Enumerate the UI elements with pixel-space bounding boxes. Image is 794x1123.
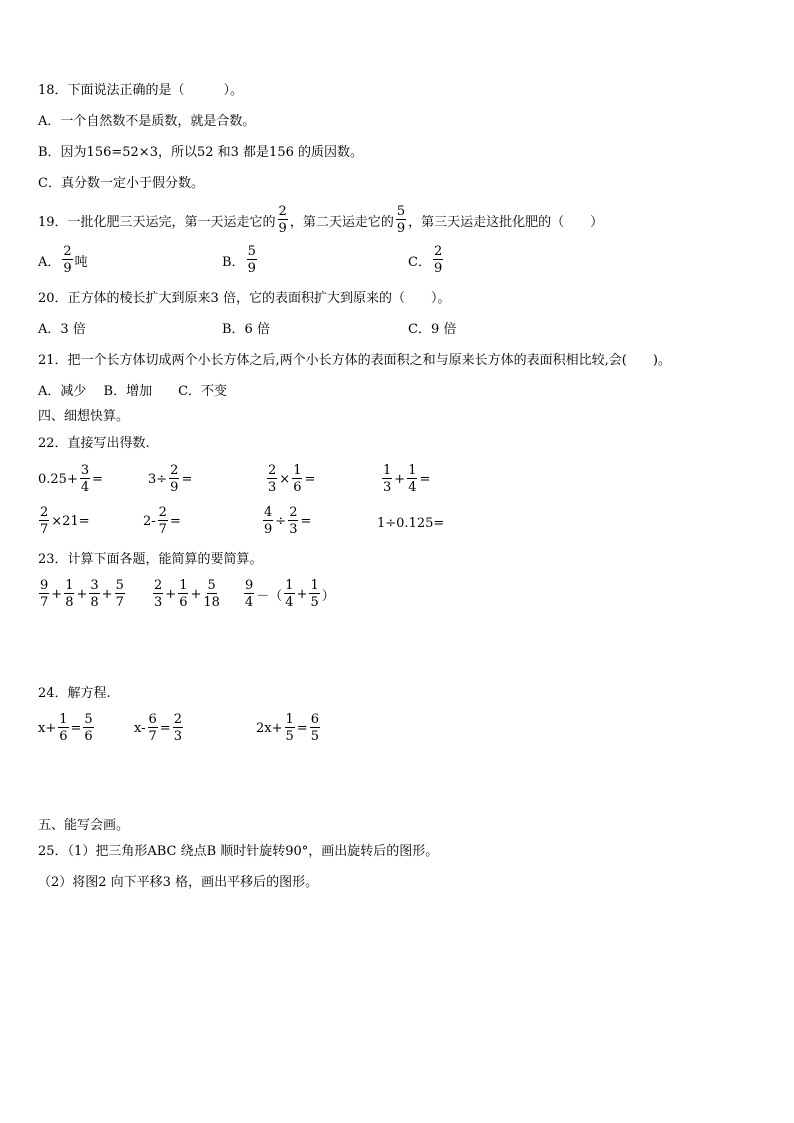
fraction: $\frac{2}{9}$ (63, 244, 72, 276)
fraction: $\frac{9}{4}$ (245, 578, 254, 610)
fraction: $\frac{1}{4}$ (408, 463, 417, 495)
q22-expr-1: 0.25+ $\frac{3}{4}$ = (38, 463, 104, 495)
fraction: $\frac{1}{6}$ (59, 712, 68, 744)
fraction: $\frac{2}{3}$ (289, 505, 298, 537)
q18-option-a: A．一个自然数不是质数，就是合数。 (38, 114, 256, 129)
q24-equation-1: x+ $\frac{1}{6}$ = $\frac{5}{6}$ (38, 712, 93, 744)
q22-expr-3: $\frac{2}{3}$ × $\frac{1}{6}$ = (268, 463, 316, 495)
q22-expr-2: 3÷ $\frac{2}{9}$ = (148, 463, 193, 495)
q21-stem: 21．把一个长方体切成两个小长方体之后,两个小长方体的表面积之和与原来长方体的表面积相比较,会( )。 (38, 353, 671, 368)
q23-expr-2: $\frac{2}{3}$ + $\frac{1}{6}$ + $\frac{5}{18}$ (154, 578, 220, 610)
fraction: $\frac{6}{7}$ (148, 712, 157, 744)
fraction: $\frac{5}{6}$ (84, 712, 93, 744)
q19-stem-part2: ，第二天运走它的 (289, 214, 394, 230)
q24-equation-2: x- $\frac{6}{7}$ = $\frac{2}{3}$ (134, 712, 182, 744)
q25-part-2: （2）将图2 向下平移3 格，画出平移后的图形。 (38, 875, 319, 890)
q18-stem: 18．下面说法正确的是（ ）。 (38, 83, 244, 98)
q22-expr-4: $\frac{1}{3}$ + $\frac{1}{4}$ = (383, 463, 431, 495)
q19-option-c: C． $\frac{2}{9}$ (408, 244, 443, 276)
q19-stem-part1: 19．一批化肥三天运完，第一天运走它的 (38, 214, 276, 230)
q18-option-c: C．真分数一定小于假分数。 (38, 176, 204, 191)
fraction: $\frac{3}{8}$ (90, 578, 99, 610)
fraction: $\frac{5}{7}$ (115, 578, 124, 610)
fraction: $\frac{9}{7}$ (40, 578, 49, 610)
q22-stem: 22．直接写出得数. (38, 436, 150, 451)
q24-equation-3: 2x+ $\frac{1}{5}$ = $\frac{6}{5}$ (256, 712, 319, 744)
fraction: $\frac{1}{5}$ (285, 712, 294, 744)
section-4-heading: 四、细想快算。 (38, 409, 130, 424)
fraction: $\frac{2}{9}$ (433, 244, 443, 276)
fraction: $\frac{2}{7}$ (40, 505, 49, 537)
q22-expr-7: $\frac{4}{9}$ ÷ $\frac{2}{3}$ = (264, 505, 312, 537)
q20-option-a: A．3 倍 (38, 322, 86, 337)
q18-option-b: B．因为156=52×3，所以52 和3 都是156 的质因数。 (38, 145, 363, 160)
q23-expr-1: $\frac{9}{7}$ + $\frac{1}{8}$ + $\frac{3}{8}$ + $\frac{5}{7}$ (40, 578, 124, 610)
q22-expr-5: $\frac{2}{7}$ ×21= (40, 505, 90, 537)
fraction: $\frac{4}{9}$ (264, 505, 273, 537)
fraction: $\frac{1}{4}$ (285, 578, 294, 610)
q22-expr-6: 2- $\frac{2}{7}$ = (143, 505, 181, 537)
q20-option-b: B．6 倍 (222, 322, 270, 337)
fraction: $\frac{2}{3}$ (173, 712, 182, 744)
q23-stem: 23．计算下面各题，能简算的要简算。 (38, 552, 263, 567)
q25-part-1: 25．（1）把三角形ABC 绕点B 顺时针旋转90°，画出旋转后的图形。 (38, 844, 439, 859)
q24-stem: 24．解方程. (38, 686, 111, 701)
q19-option-b: B． $\frac{5}{9}$ (222, 244, 256, 276)
section-5-heading: 五、能写会画。 (38, 818, 130, 833)
q21-options: A．减少 B．增加 C．不变 (38, 384, 228, 399)
q19-stem (38, 205, 603, 235)
fraction: $\frac{2}{9}$ (278, 204, 287, 236)
q23-expr-3: $\frac{9}{4}$ －（ $\frac{1}{4}$ + $\frac{1}{5}$ ） (245, 578, 335, 610)
q20-option-c: C．9 倍 (408, 322, 457, 337)
fraction: $\frac{1}{3}$ (383, 463, 392, 495)
fraction: $\frac{3}{4}$ (80, 463, 90, 495)
fraction: $\frac{1}{6}$ (293, 463, 302, 495)
q19-stem-part3: ，第三天运走这批化肥的（ ） (408, 214, 604, 230)
q20-stem: 20．正方体的棱长扩大到原来3 倍，它的表面积扩大到原来的（ ）。 (38, 291, 451, 306)
fraction: $\frac{1}{5}$ (310, 578, 319, 610)
fraction: $\frac{5}{9}$ (247, 244, 256, 276)
fraction: $\frac{2}{3}$ (268, 463, 277, 495)
fraction: $\frac{5}{9}$ (396, 204, 406, 236)
fraction: $\frac{2}{9}$ (170, 463, 179, 495)
fraction: $\frac{6}{5}$ (310, 712, 319, 744)
q22-expr-8: 1÷0.125= (377, 516, 445, 531)
fraction: $\frac{5}{18}$ (203, 578, 220, 610)
fraction: $\frac{1}{8}$ (65, 578, 74, 610)
q19-option-a: A． $\frac{2}{9}$ 吨 (38, 244, 88, 276)
fraction: $\frac{2}{7}$ (158, 505, 167, 537)
fraction: $\frac{1}{6}$ (179, 578, 188, 610)
fraction: $\frac{2}{3}$ (154, 578, 163, 610)
